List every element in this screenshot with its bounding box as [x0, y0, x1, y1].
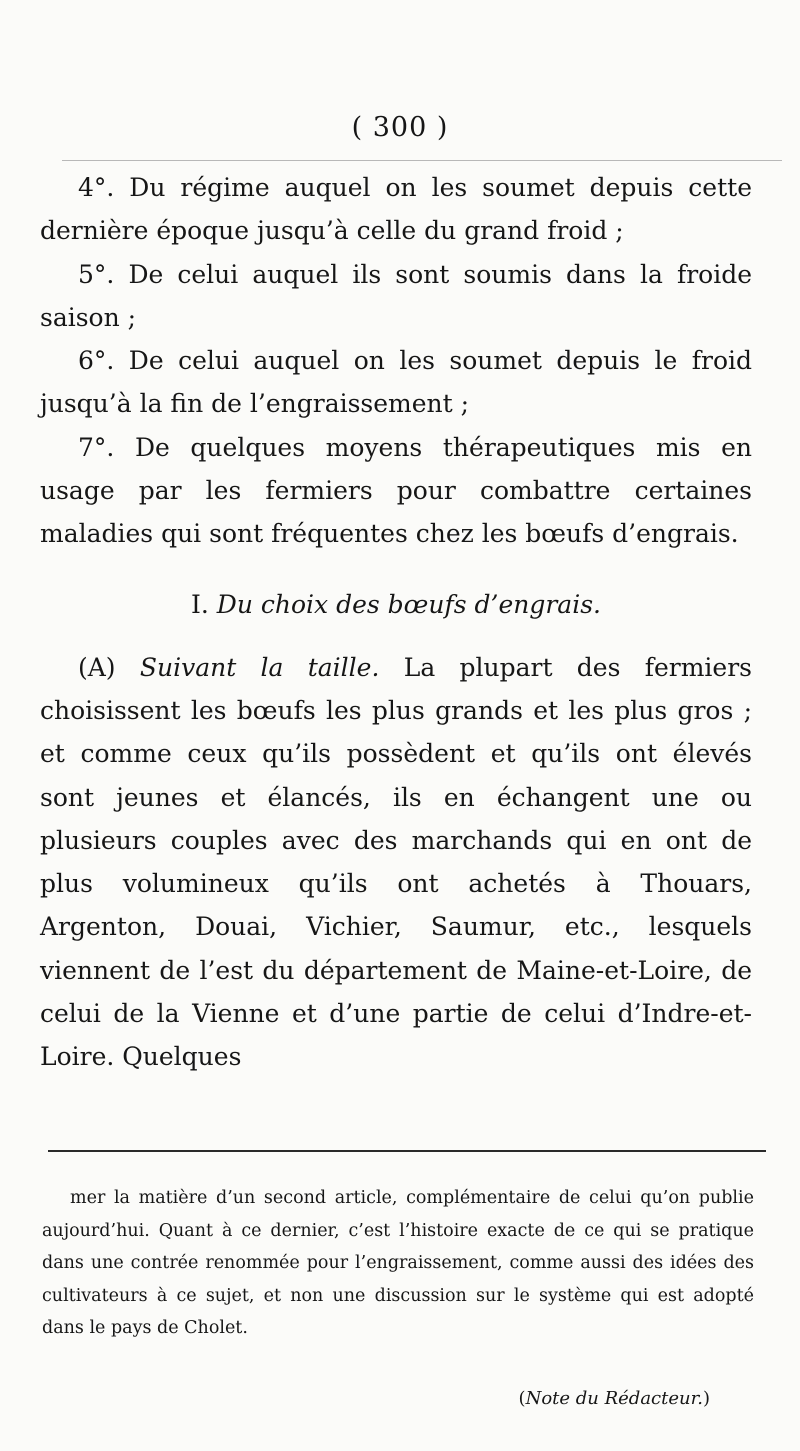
page-number: ( 300 ): [351, 112, 449, 143]
main-text-block: [40, 166, 752, 1079]
section-number: I.: [191, 589, 209, 619]
footnote-divider: [48, 1150, 766, 1152]
list-item-4: 4°. Du régime auquel on les soumet depuis cette dernière époque jusqu’à celle du grand froid ;: [40, 173, 752, 246]
footnote-text: mer la matière d’un second article, complémentaire de celui qu’on publie aujourd’hui. Quant à ce dernier, c’est l’histoire exacte de ce qui se pratique dans une contrée renommée pour l’engraissement, comme aussi des idées des cultivateurs à ce sujet, et non une discussion sur le système qui est adopté dans le pays de Cholet.: [42, 1188, 754, 1339]
body-paragraph: [40, 646, 752, 1079]
paragraph-marker: (A): [78, 652, 116, 682]
section-title: Du choix des bœufs d’engrais.: [216, 589, 601, 619]
header-divider: [62, 160, 782, 161]
editor-note: (Note du Rédacteur.): [518, 1388, 710, 1409]
list-item-7: 7°. De quelques moyens thérapeutiques mis en usage par les fermiers pour combattre certaines maladies qui sont fréquentes chez les bœufs d’engrais.: [40, 432, 752, 549]
paragraph-text: La plupart des fermiers choisissent les bœufs les plus grands et les plus gros ; et comme ceux qu’ils possèdent et qu’ils ont élevés sont jeunes et élancés, ils en échangent une ou plusieurs couples avec des marchands qui en ont de plus volumineux qu’ils ont achetés à Thouars, Argenton, Douai, Vichier, Saumur, etc., lesquels viennent de l’est du département de Maine-et-Loire, de celui de la Vienne et d’une partie de celui d’Indre-et-Loire. Quelques: [40, 652, 752, 1072]
editor-note-text: Note du Rédacteur.: [525, 1388, 703, 1409]
list-item-6: 6°. De celui auquel on les soumet depuis le froid jusqu’à la fin de l’engraissement ;: [40, 346, 752, 419]
list-item-5: 5°. De celui auquel ils sont soumis dans la froide saison ;: [40, 259, 752, 332]
paragraph-lead: Suivant la taille.: [139, 652, 380, 682]
section-heading: [40, 583, 752, 626]
